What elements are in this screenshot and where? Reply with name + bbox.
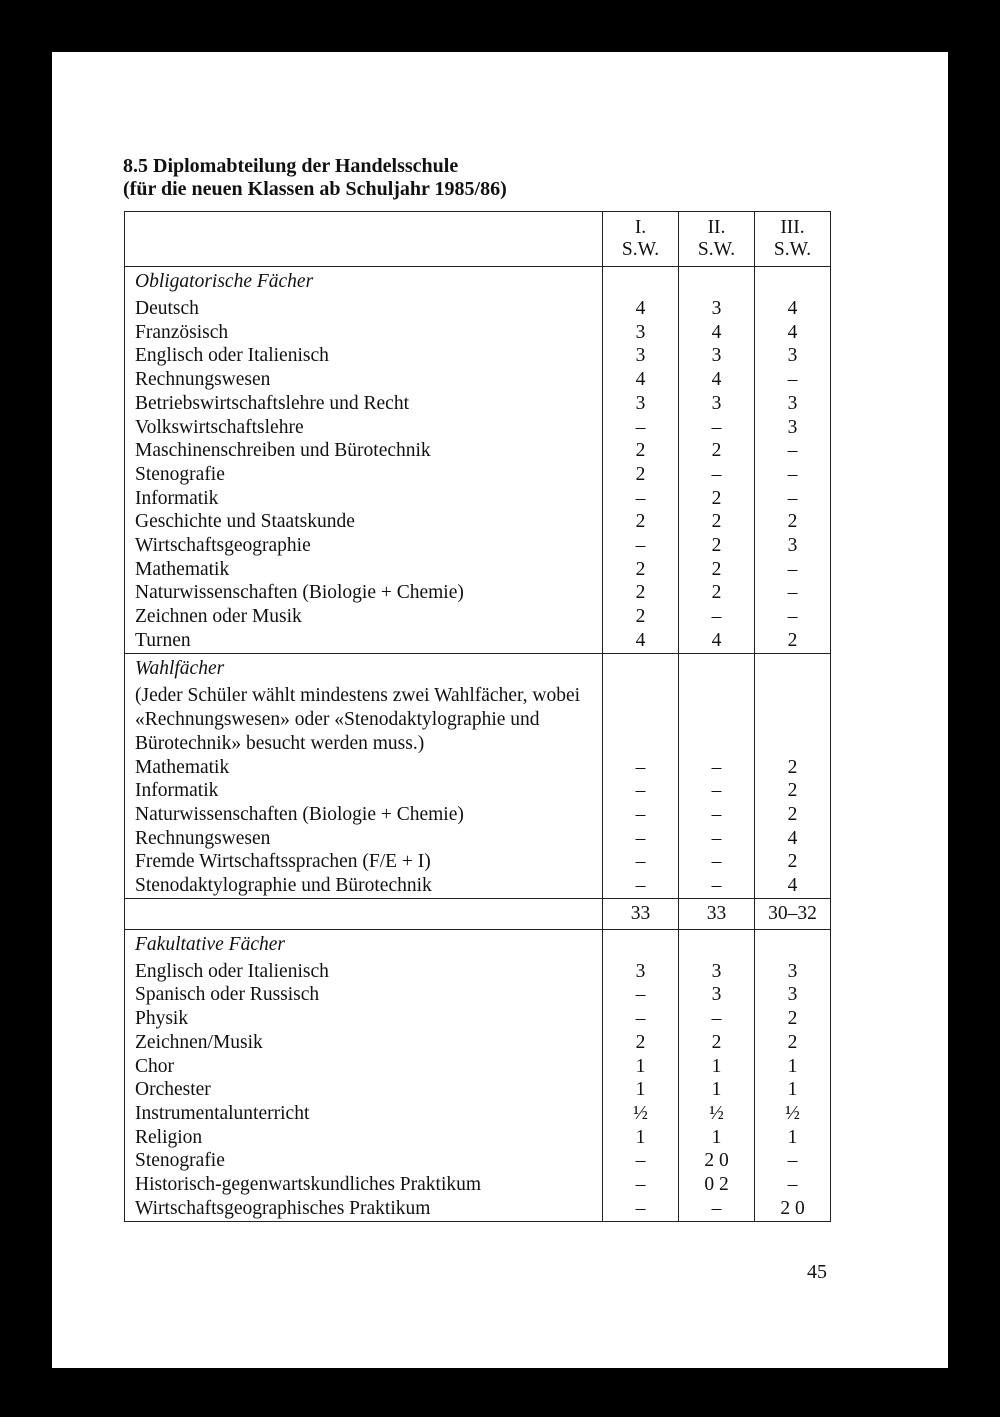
lesson-count: – xyxy=(603,756,679,780)
section-title-row xyxy=(125,653,831,684)
empty-cell xyxy=(755,684,831,756)
table-row xyxy=(125,983,831,1007)
lesson-count: 4 xyxy=(679,368,755,392)
lesson-count: – xyxy=(755,463,831,487)
lesson-count: – xyxy=(603,1149,679,1173)
lesson-count: – xyxy=(755,1149,831,1173)
lesson-count: – xyxy=(603,850,679,874)
subject-name: Zeichnen oder Musik xyxy=(125,605,603,629)
lesson-count: 3 xyxy=(755,416,831,440)
subject-name: Informatik xyxy=(125,487,603,511)
subject-name: Rechnungswesen xyxy=(125,368,603,392)
subject-name: Orchester xyxy=(125,1078,603,1102)
table-row xyxy=(125,850,831,874)
table-row xyxy=(125,1102,831,1126)
lesson-count: – xyxy=(603,487,679,511)
table-row xyxy=(125,960,831,984)
section-title: Obligatorische Fächer xyxy=(125,267,603,298)
lesson-count: 2 xyxy=(603,581,679,605)
lesson-count: 3 xyxy=(603,344,679,368)
lesson-count: 1 xyxy=(679,1126,755,1150)
lesson-count: – xyxy=(603,1173,679,1197)
lesson-count: 1 xyxy=(603,1126,679,1150)
lesson-count: – xyxy=(603,827,679,851)
empty-cell xyxy=(603,684,679,756)
table-row xyxy=(125,1149,831,1173)
lesson-count: 3 xyxy=(679,297,755,321)
subject-name: Naturwissenschaften (Biologie + Chemie) xyxy=(125,581,603,605)
lesson-count: – xyxy=(603,779,679,803)
total-value: 33 xyxy=(679,898,755,929)
empty-cell xyxy=(679,929,755,960)
heading-line-2: (für die neuen Klassen ab Schuljahr 1985/86) xyxy=(123,178,507,200)
subject-name: Wirtschaftsgeographisches Praktikum xyxy=(125,1197,603,1221)
lesson-count: 2 xyxy=(679,558,755,582)
lesson-count: 2 xyxy=(679,1031,755,1055)
subject-name: Englisch oder Italienisch xyxy=(125,344,603,368)
lesson-count: 4 xyxy=(679,321,755,345)
subject-name: Turnen xyxy=(125,629,603,653)
subject-name: Englisch oder Italienisch xyxy=(125,960,603,984)
lesson-count: – xyxy=(603,534,679,558)
lesson-count: 2 xyxy=(679,510,755,534)
lesson-count: – xyxy=(603,1197,679,1221)
subject-name: Instrumentalunterricht xyxy=(125,1102,603,1126)
subject-name: Chor xyxy=(125,1055,603,1079)
lesson-count: 1 xyxy=(603,1078,679,1102)
lesson-count: 3 xyxy=(679,344,755,368)
lesson-count: 2 0 xyxy=(679,1149,755,1173)
total-value: 30–32 xyxy=(755,898,831,929)
table-row xyxy=(125,629,831,653)
subject-name: Betriebswirtschaftslehre und Recht xyxy=(125,392,603,416)
lesson-count: 2 xyxy=(755,629,831,653)
empty-cell xyxy=(679,684,755,756)
lesson-count: – xyxy=(603,416,679,440)
subject-name: Mathematik xyxy=(125,558,603,582)
table-row xyxy=(125,1031,831,1055)
page-number: 45 xyxy=(807,1261,827,1283)
header-col-1: I. S.W. xyxy=(603,212,679,267)
lesson-count: 1 xyxy=(679,1055,755,1079)
table-row xyxy=(125,558,831,582)
empty-cell xyxy=(603,267,679,298)
table-row xyxy=(125,756,831,780)
lesson-count: 2 xyxy=(603,605,679,629)
lesson-count: 2 xyxy=(679,581,755,605)
section-title-row xyxy=(125,929,831,960)
lesson-count: 4 xyxy=(603,629,679,653)
total-value: 33 xyxy=(603,898,679,929)
lesson-count: – xyxy=(679,605,755,629)
empty-cell xyxy=(603,653,679,684)
header-col-2: II. S.W. xyxy=(679,212,755,267)
lesson-count: 4 xyxy=(603,368,679,392)
header-subject-cell xyxy=(125,212,603,267)
lesson-count: 2 0 xyxy=(755,1197,831,1221)
subject-name: Geschichte und Staatskunde xyxy=(125,510,603,534)
lesson-count: – xyxy=(679,874,755,898)
subject-name: Naturwissenschaften (Biologie + Chemie) xyxy=(125,803,603,827)
subject-name: Volkswirtschaftslehre xyxy=(125,416,603,440)
lesson-count: – xyxy=(755,439,831,463)
subject-name: Informatik xyxy=(125,779,603,803)
table-row xyxy=(125,368,831,392)
lesson-count: 3 xyxy=(603,960,679,984)
lesson-count: 1 xyxy=(755,1055,831,1079)
table-row xyxy=(125,874,831,898)
section-note-row xyxy=(125,684,831,756)
table-row xyxy=(125,605,831,629)
lesson-count: 3 xyxy=(755,534,831,558)
curriculum-table xyxy=(124,211,831,1222)
lesson-count: – xyxy=(679,779,755,803)
lesson-count: 1 xyxy=(603,1055,679,1079)
table-row xyxy=(125,534,831,558)
table-row xyxy=(125,1078,831,1102)
lesson-count: 3 xyxy=(679,392,755,416)
table-row xyxy=(125,827,831,851)
lesson-count: – xyxy=(679,463,755,487)
lesson-count: – xyxy=(755,1173,831,1197)
lesson-count: – xyxy=(603,874,679,898)
table-row xyxy=(125,1007,831,1031)
lesson-count: 3 xyxy=(603,392,679,416)
lesson-count: 2 xyxy=(679,487,755,511)
lesson-count: 3 xyxy=(755,344,831,368)
section-title-row xyxy=(125,267,831,298)
lesson-count: 4 xyxy=(755,297,831,321)
lesson-count: – xyxy=(679,850,755,874)
subject-name: Mathematik xyxy=(125,756,603,780)
subject-name: Spanisch oder Russisch xyxy=(125,983,603,1007)
header-col-3: III. S.W. xyxy=(755,212,831,267)
lesson-count: 3 xyxy=(603,321,679,345)
document-page xyxy=(52,52,948,1368)
lesson-count: 4 xyxy=(755,827,831,851)
subject-name: Stenodaktylographie und Bürotechnik xyxy=(125,874,603,898)
lesson-count: – xyxy=(755,605,831,629)
lesson-count: ½ xyxy=(679,1102,755,1126)
totals-label-cell xyxy=(125,898,603,929)
table-row xyxy=(125,321,831,345)
lesson-count: 2 xyxy=(755,1007,831,1031)
lesson-count: 4 xyxy=(755,321,831,345)
empty-cell xyxy=(603,929,679,960)
table-row xyxy=(125,463,831,487)
table-row xyxy=(125,439,831,463)
lesson-count: ½ xyxy=(755,1102,831,1126)
table-row xyxy=(125,1126,831,1150)
header-row xyxy=(125,212,831,267)
lesson-count: 1 xyxy=(679,1078,755,1102)
subject-name: Rechnungswesen xyxy=(125,827,603,851)
subject-name: Wirtschaftsgeographie xyxy=(125,534,603,558)
empty-cell xyxy=(679,653,755,684)
subject-name: Deutsch xyxy=(125,297,603,321)
section-title: Wahlfächer xyxy=(125,653,603,684)
subject-name: Stenografie xyxy=(125,463,603,487)
lesson-count: 3 xyxy=(755,983,831,1007)
lesson-count: – xyxy=(679,756,755,780)
lesson-count: – xyxy=(679,416,755,440)
table-row xyxy=(125,297,831,321)
table-row xyxy=(125,487,831,511)
lesson-count: – xyxy=(755,581,831,605)
lesson-count: 0 2 xyxy=(679,1173,755,1197)
table-body xyxy=(125,267,831,1222)
lesson-count: – xyxy=(679,827,755,851)
section-title: Fakultative Fächer xyxy=(125,929,603,960)
lesson-count: – xyxy=(679,1197,755,1221)
subject-name: Historisch-gegenwartskundliches Praktikum xyxy=(125,1173,603,1197)
subject-name: Französisch xyxy=(125,321,603,345)
lesson-count: – xyxy=(603,803,679,827)
lesson-count: – xyxy=(679,1007,755,1031)
lesson-count: – xyxy=(679,803,755,827)
lesson-count: – xyxy=(603,1007,679,1031)
lesson-count: 3 xyxy=(755,960,831,984)
section-note: (Jeder Schüler wählt mindestens zwei Wahlfächer, wobei «Rechnungswesen» oder «Stenodaktylographie und Bürotechnik» besucht werden muss.) xyxy=(125,684,603,756)
lesson-count: 2 xyxy=(755,510,831,534)
empty-cell xyxy=(755,267,831,298)
lesson-count: 2 xyxy=(755,850,831,874)
lesson-count: ½ xyxy=(603,1102,679,1126)
totals-row xyxy=(125,898,831,929)
heading-line-1: 8.5 Diplomabteilung der Handelsschule xyxy=(123,155,459,177)
subject-name: Religion xyxy=(125,1126,603,1150)
lesson-count: 2 xyxy=(679,534,755,558)
lesson-count: – xyxy=(755,558,831,582)
lesson-count: 3 xyxy=(679,983,755,1007)
lesson-count: 2 xyxy=(603,1031,679,1055)
lesson-count: 4 xyxy=(679,629,755,653)
subject-name: Fremde Wirtschaftssprachen (F/E + I) xyxy=(125,850,603,874)
lesson-count: 2 xyxy=(755,779,831,803)
lesson-count: 1 xyxy=(755,1126,831,1150)
lesson-count: 2 xyxy=(603,510,679,534)
table-row xyxy=(125,803,831,827)
lesson-count: 4 xyxy=(603,297,679,321)
table-row xyxy=(125,779,831,803)
subject-name: Zeichnen/Musik xyxy=(125,1031,603,1055)
lesson-count: 1 xyxy=(755,1078,831,1102)
lesson-count: 2 xyxy=(755,1031,831,1055)
table-row xyxy=(125,344,831,368)
lesson-count: 2 xyxy=(755,803,831,827)
table-row xyxy=(125,416,831,440)
table-row xyxy=(125,1055,831,1079)
table-row xyxy=(125,1173,831,1197)
lesson-count: 3 xyxy=(679,960,755,984)
empty-cell xyxy=(755,929,831,960)
lesson-count: 4 xyxy=(755,874,831,898)
table-row xyxy=(125,581,831,605)
lesson-count: – xyxy=(755,487,831,511)
lesson-count: 2 xyxy=(603,439,679,463)
subject-name: Physik xyxy=(125,1007,603,1031)
lesson-count: 3 xyxy=(755,392,831,416)
lesson-count: 2 xyxy=(603,463,679,487)
empty-cell xyxy=(679,267,755,298)
table-row xyxy=(125,392,831,416)
table-row xyxy=(125,510,831,534)
lesson-count: 2 xyxy=(755,756,831,780)
lesson-count: 2 xyxy=(679,439,755,463)
lesson-count: – xyxy=(755,368,831,392)
table-row xyxy=(125,1197,831,1221)
lesson-count: – xyxy=(603,983,679,1007)
subject-name: Stenografie xyxy=(125,1149,603,1173)
section-heading xyxy=(123,155,507,201)
empty-cell xyxy=(755,653,831,684)
subject-name: Maschinenschreiben und Bürotechnik xyxy=(125,439,603,463)
lesson-count: 2 xyxy=(603,558,679,582)
